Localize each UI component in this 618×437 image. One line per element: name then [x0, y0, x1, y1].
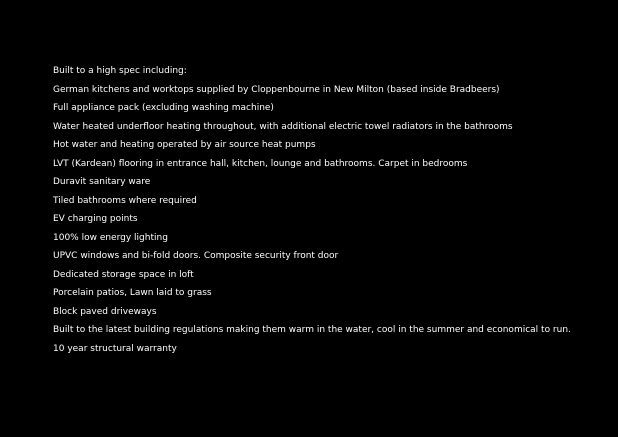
spec-item-loft-storage: Dedicated storage space in loft: [53, 269, 194, 280]
spec-item-building-regulations: Built to the latest building regulations making them warm in the water, cool in the summer and economical to run.: [53, 325, 571, 335]
spec-intro: Built to a high spec including:: [53, 66, 187, 76]
spec-item-warranty: 10 year structural warranty: [53, 343, 177, 354]
spec-item-tiled-bathrooms: Tiled bathrooms where required: [53, 195, 197, 206]
spec-item-lighting: 100% low energy lighting: [53, 232, 168, 243]
spec-item-heat-pumps: Hot water and heating operated by air source heat pumps: [53, 140, 316, 150]
spec-item-flooring: LVT (Kardean) flooring in entrance hall, kitchen, lounge and bathrooms. Carpet in bedrooms: [53, 158, 468, 169]
spec-item-sanitary-ware: Duravit sanitary ware: [53, 177, 151, 187]
spec-item-ev-charging: EV charging points: [53, 214, 138, 224]
spec-item-kitchens: German kitchens and worktops supplied by Cloppenbourne in New Milton (based inside Bradbeers): [53, 84, 500, 95]
spec-list: [53, 66, 571, 362]
spec-item-driveways: Block paved driveways: [53, 306, 157, 317]
spec-item-underfloor-heating: Water heated underfloor heating throughout, with additional electric towel radiators in the bathrooms: [53, 121, 513, 132]
spec-item-windows-doors: UPVC windows and bi-fold doors. Composite security front door: [53, 251, 339, 261]
spec-item-patios-lawn: Porcelain patios, Lawn laid to grass: [53, 288, 212, 298]
spec-item-appliances: Full appliance pack (excluding washing machine): [53, 103, 274, 113]
